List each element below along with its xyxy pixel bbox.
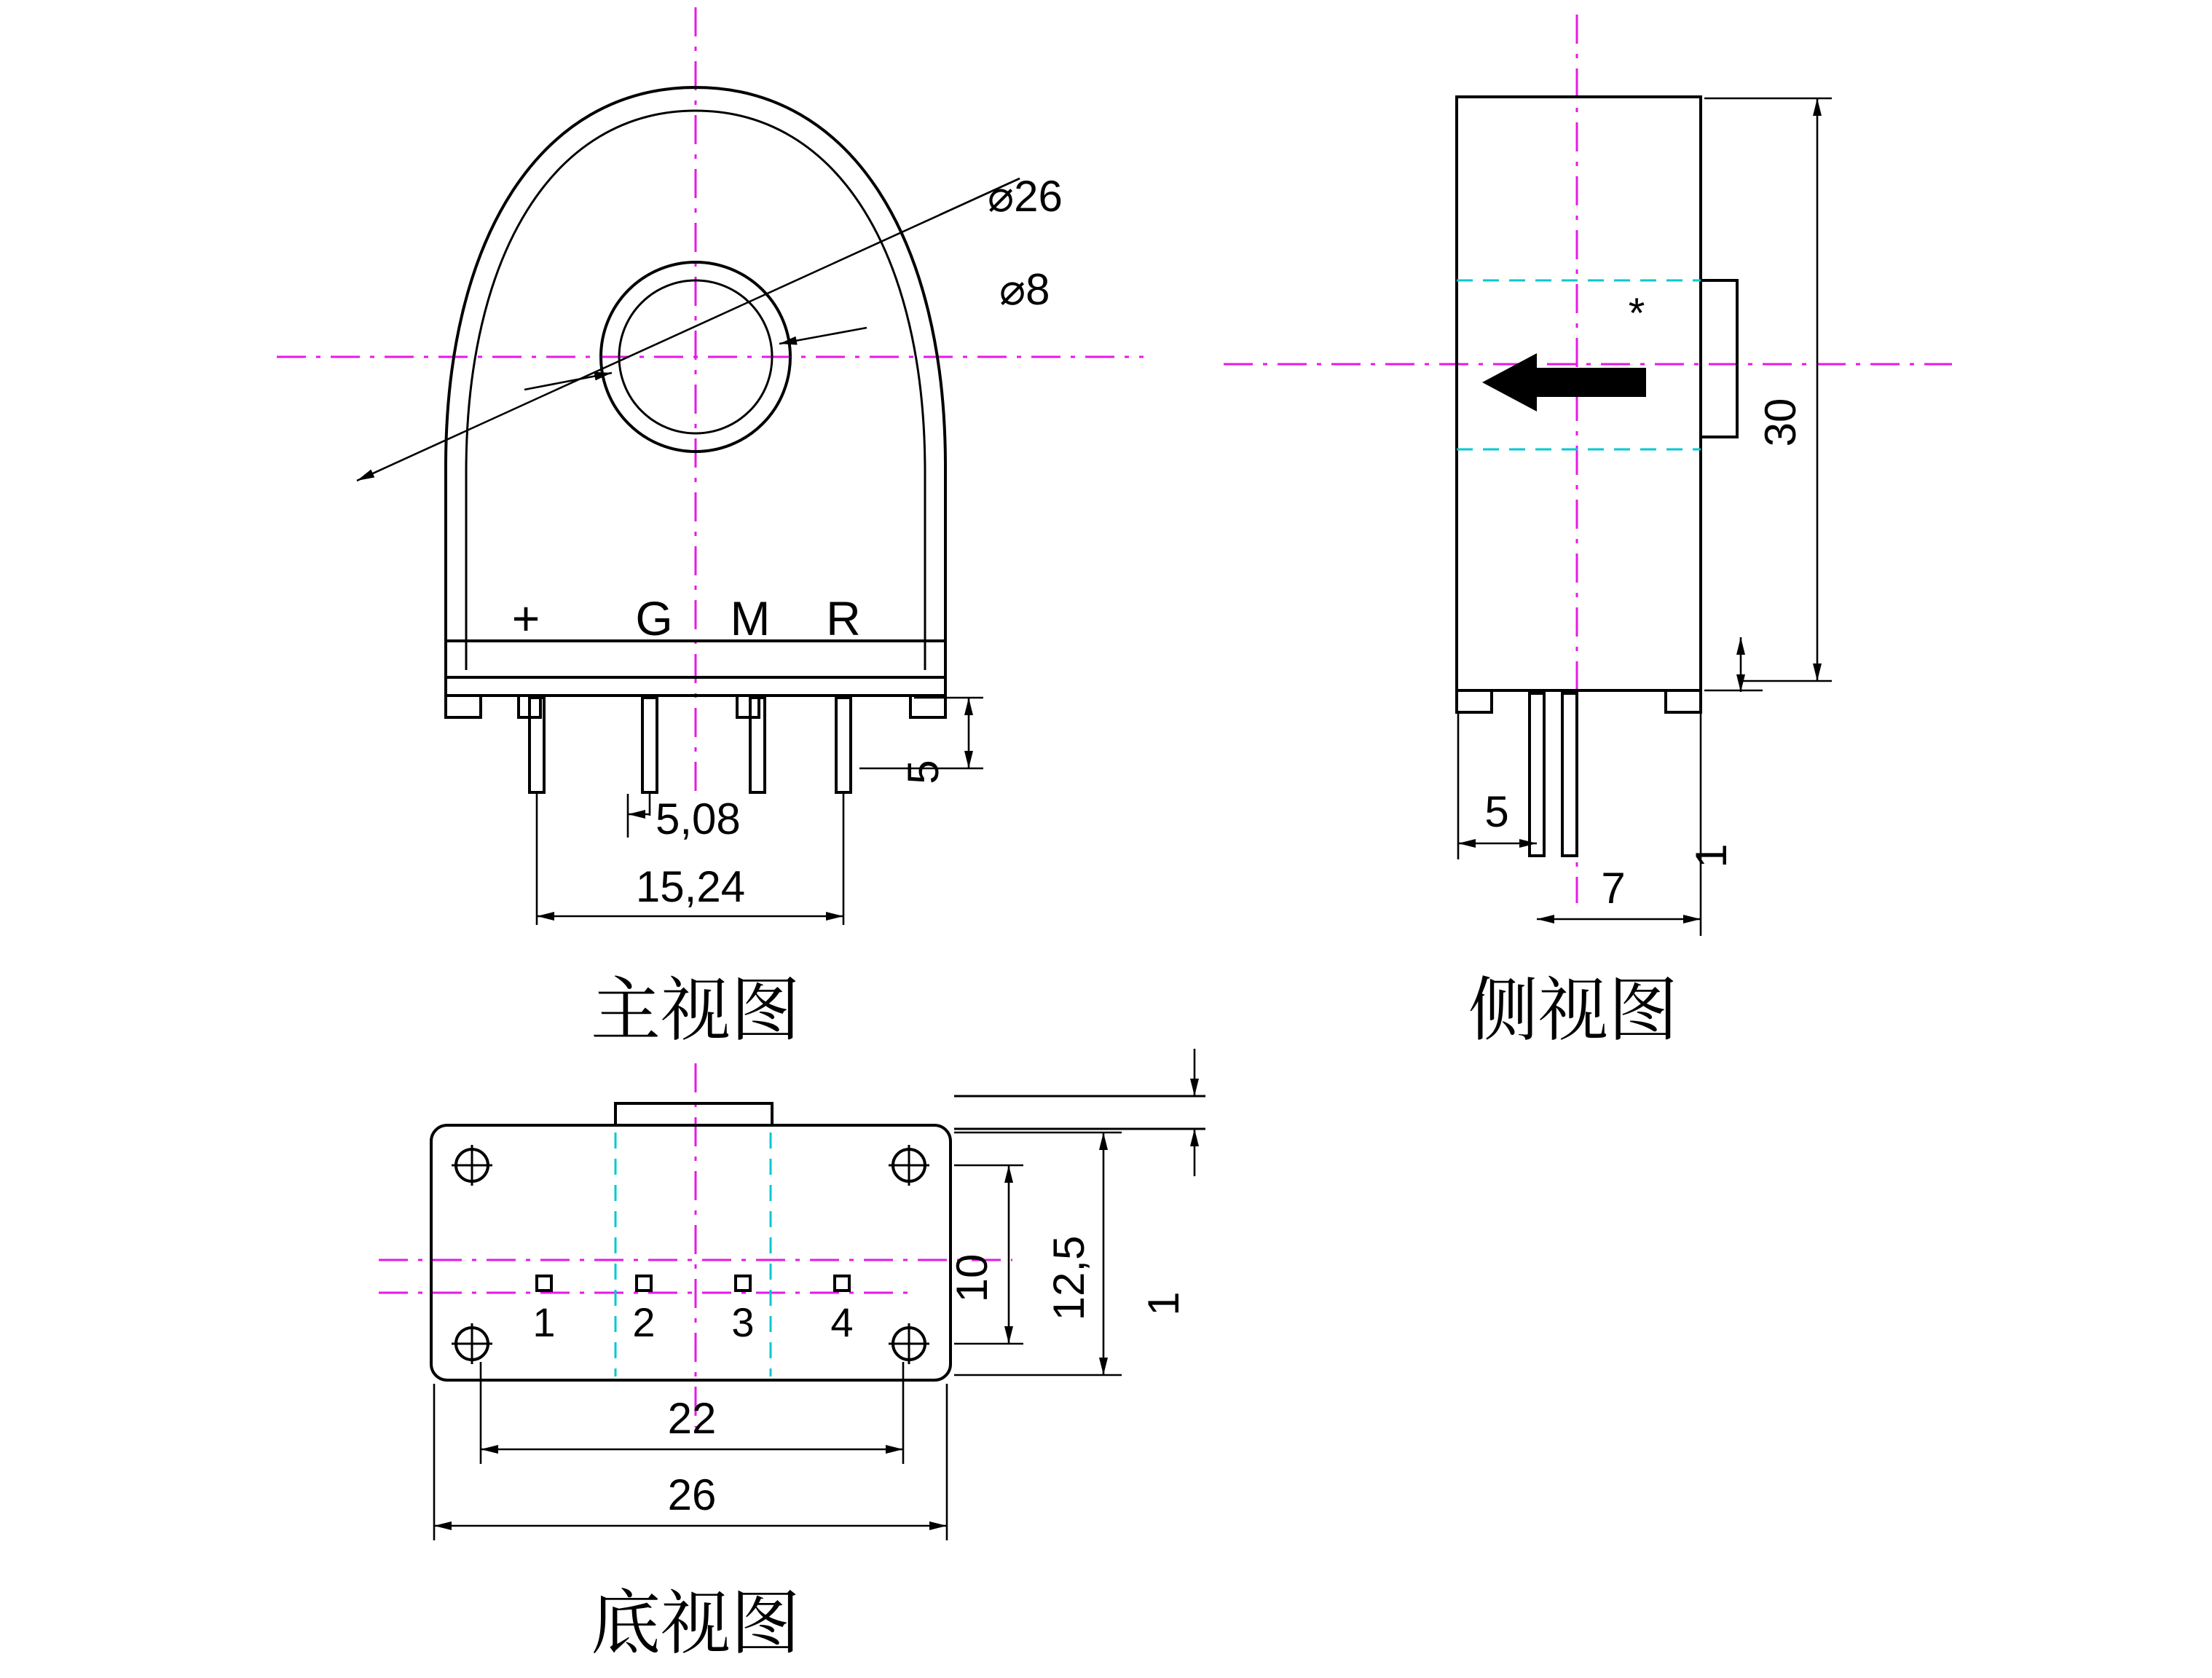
bottom-view-top-notch xyxy=(615,1103,772,1125)
side-view-current-direction-arrow xyxy=(1482,353,1646,411)
bottom-view-mounting-holes xyxy=(452,1145,929,1364)
front-view-dim-hole-outer: ⌀26 xyxy=(988,172,1063,221)
bottom-view-title: 底视图 xyxy=(591,1583,800,1664)
front-view-dim-pin-span: 15,24 xyxy=(635,862,746,911)
side-view-leads xyxy=(1530,693,1577,856)
side-view-dim-pin-thickness: 1 xyxy=(1687,843,1736,868)
side-view-asterisk-marker: * xyxy=(1628,290,1645,337)
bottom-view-group xyxy=(379,1049,1205,1664)
side-view-dim-depth: 7 xyxy=(1601,864,1626,913)
side-view-group xyxy=(1224,15,1952,1051)
front-view-arrow-inner-left xyxy=(524,373,612,390)
front-view-title: 主视图 xyxy=(591,969,800,1051)
bottom-view-dim-hole-span-x: 22 xyxy=(667,1394,717,1443)
bottom-view-dim-thickness: 1 xyxy=(1139,1291,1188,1316)
bottom-view-pin-number-3: 3 xyxy=(731,1299,755,1345)
bottom-view-body xyxy=(431,1125,950,1380)
bottom-view-pin-pads xyxy=(537,1276,849,1291)
bottom-view-dim-body-height: 12,5 xyxy=(1044,1235,1093,1321)
bottom-view-pin-number-1: 1 xyxy=(532,1299,556,1345)
side-view-dim-pin-offset: 5 xyxy=(1484,787,1509,836)
bottom-view-dim-body-width: 26 xyxy=(667,1470,717,1519)
front-view-dim-pin-pitch: 5,08 xyxy=(656,795,741,843)
front-view-pin-label-1: + xyxy=(511,591,540,645)
side-view-side-tab xyxy=(1701,280,1737,437)
bottom-view-pin-number-2: 2 xyxy=(632,1299,656,1345)
front-view-diameter-leader xyxy=(357,178,1020,481)
side-view-title: 侧视图 xyxy=(1468,969,1678,1051)
front-view-pin-label-3: M xyxy=(730,591,771,645)
front-view-group xyxy=(277,7,1144,1051)
side-view-pin-pads xyxy=(1457,690,1701,712)
front-view-dim-pin-length: 5 xyxy=(899,760,948,784)
front-view-pin-label-4: R xyxy=(826,591,861,645)
front-view-leads xyxy=(530,698,851,792)
front-view-arrow-inner-right xyxy=(779,328,867,344)
bottom-view-pin-number-4: 4 xyxy=(830,1299,854,1345)
front-view-dim-hole-inner: ⌀8 xyxy=(999,265,1050,314)
bottom-view-dim-hole-span-y: 10 xyxy=(948,1253,996,1303)
front-view-pin-label-2: G xyxy=(635,591,673,645)
side-view-dim-height: 30 xyxy=(1756,398,1805,447)
